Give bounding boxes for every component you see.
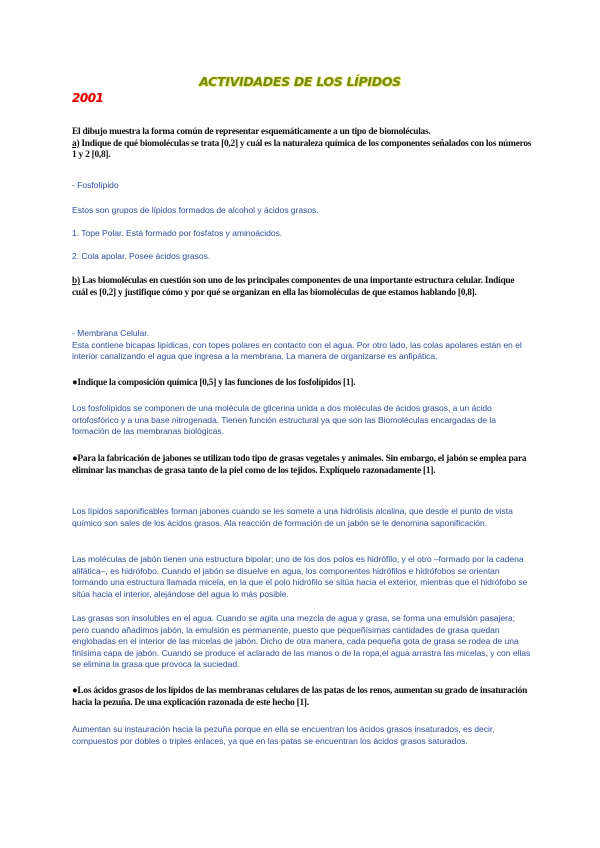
answer-1b-text: Esta contiene bicapas lipídicas, con topes polares en contacto con el agua. Por otro lado, las colas apolares están en el interior canalizando el agua que ingresa a la membrana. La manera de organizarse es anfipática. xyxy=(72,339,522,362)
answer-1b-title: - Membrana Celular. xyxy=(72,328,149,338)
question-1b xyxy=(72,276,532,299)
question-4: ●Los ácidos grasos de los lípidos de las membranas celulares de las patas de los renos, aumentan su grado de insaturación hacia la pezuña. De una explicación razonada de este hecho [1]. xyxy=(72,686,528,708)
answer-1-item-1: 1. Tope Polar. Está formado por fosfatos y aminoácidos. xyxy=(72,228,283,238)
answer-4: Aumentan su instauración hacia la pezuña porque en ella se encuentran los ácidos grasos insaturados, es decir, compuestos por dobles o triples enlaces, ya que en las patas se encuentran los ácidos grasos saturados. xyxy=(72,724,495,746)
answer-1-item-2: 2. Cola apolar. Posee ácidos grasos. xyxy=(72,251,211,261)
answer-3-paragraph-3: Las grasas son insolubles en el agua. Cuando se agita una mezcla de agua y grasa, se forma una emulsión pasajera; pero cuando añadimos jabón, la emulsión es permanente, puesto que pequeñísimas cantidades de grasa quedan englobadas en el interior de las micelas de jabón. Dicho de otra manera, cada pequeña gota de grasa se rodea de una finísima capa de jabón. Cuando se produce el aclarado de las manos o de la ropa,el agua arrastra las micelas, y con ellas se elimina la grasa que provoca la suciedad. xyxy=(72,613,531,670)
question-1a-label: a) xyxy=(72,138,80,149)
answer-1b xyxy=(72,328,532,363)
answer-2: Los fosfolípidos se componen de una molécula de glicerina unida a dos moléculas de ácidos grasos, a un ácido ortofosfórico y a una base nitrogenada. Tienen función estructural ya que son las Biomoléculas encargadas de la formación de las membranas biológicas. xyxy=(72,403,496,437)
year-heading: 2001 xyxy=(72,91,104,105)
question-3: ●Para la fabricación de jabones se utilizan todo tipo de grasas vegetales y animales. Sin embargo, el jabón se emplea para eliminar las manchas de grasa tanto de la piel como de los tejidos. Explíquelo razonadamente [1]. xyxy=(72,454,527,476)
question-1-intro: El dibujo muestra la forma común de representar esquemáticamente a un tipo de biomoléculas. xyxy=(72,127,431,137)
question-1 xyxy=(72,127,532,162)
question-2: ●Indique la composición química [0,5] y las funciones de los fosfolípidos [1]. xyxy=(72,378,356,388)
answer-3-paragraph-1: Los lípidos saponificables forman jabones cuando se les somete a una hidrólisis alcalina, que desde el punto de vista químico son sales de los ácidos grasos. Ala reacción de formación de un jabón se le denomina saponificación. xyxy=(72,506,513,528)
page-title: ACTIVIDADES DE LOS LÍPIDOS xyxy=(199,74,401,89)
question-1b-label: b) xyxy=(72,276,80,286)
question-1a-text: Indique de qué biomoléculas se trata [0,2] y cuál es la naturaleza química de los componentes señalados con los números 1 y 2 [0,8]. xyxy=(72,138,532,161)
answer-1-type: - Fosfolípido xyxy=(72,180,119,190)
answer-1-desc: Estos son grupos de lípidos formados de alcohol y ácidos grasos. xyxy=(72,205,319,215)
question-1b-text: Las biomoléculas en cuestión son uno de los principales componentes de una importante estructura celular. Indique cuál es [0,2] y justifique cómo y por qué se organizan en ella las biomoléculas de que estamos hablando [0,8]. xyxy=(72,276,515,298)
answer-3-paragraph-2: Las moléculas de jabón tienen una estructura bipolar; uno de los dos polos es hidrófilo, y el otro –formado por la cadena alifática–, es hidrófobo. Cuando el jabón se disuelve en agua, los componentes hidrófilos e hidrófobos se orientan formando una estructura llamada micela, en la que el polo hidrófilo se sitúa hacia el exterior, mientras que el hidrófobo se sitúa hacia el interior, alejándose del agua lo más posible. xyxy=(72,554,528,599)
